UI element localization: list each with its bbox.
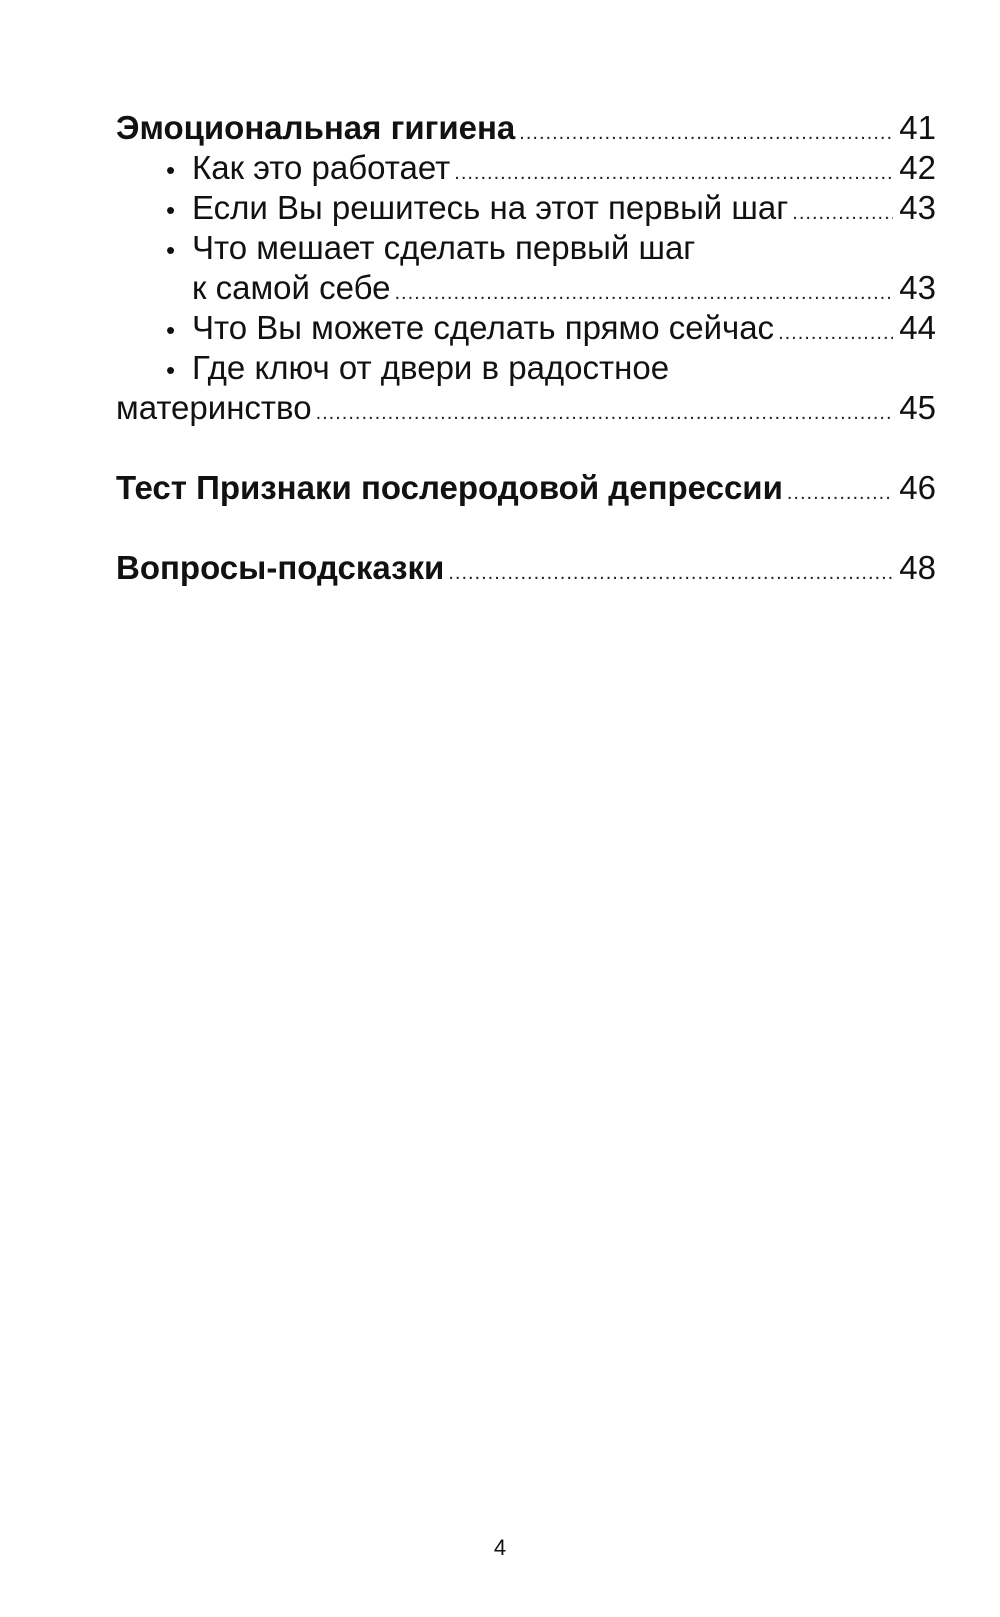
toc-subentry <box>116 228 936 268</box>
toc-subentry-page: 45 <box>899 389 936 426</box>
toc-subentry-continuation <box>116 268 936 308</box>
toc-entry-questions <box>116 548 936 588</box>
bullet-icon: • <box>166 155 176 185</box>
toc-entry-title: Тест Признаки послеродовой депрессии <box>116 469 783 506</box>
toc-entry-title: Эмоциональная гигиена <box>116 109 516 146</box>
toc-entry-page: 41 <box>899 109 936 146</box>
toc-subentry <box>116 348 936 388</box>
toc-subentry-page: 43 <box>899 189 936 226</box>
bullet-icon: • <box>166 195 176 225</box>
bullet-icon: • <box>166 355 176 385</box>
dot-leader <box>787 468 893 513</box>
toc-entry-emotional-hygiene <box>116 108 936 148</box>
toc-subentry-title-line2: материнство <box>116 389 312 426</box>
toc-subentry <box>116 308 936 348</box>
spacer <box>116 428 936 468</box>
toc-subentry <box>116 148 936 188</box>
toc-subentry-title-line1: Что мешает сделать первый шаг <box>192 229 696 266</box>
toc-entry-page: 46 <box>899 469 936 506</box>
bullet-icon: • <box>166 315 176 345</box>
dot-leader <box>778 308 893 353</box>
dot-leader <box>792 188 893 233</box>
dot-leader <box>448 548 893 593</box>
toc-subentry-page: 42 <box>899 149 936 186</box>
toc-subentry-page: 44 <box>899 309 936 346</box>
dot-leader <box>454 148 893 193</box>
toc-entry-page: 48 <box>899 549 936 586</box>
toc-entry-title: Вопросы-подсказки <box>116 549 445 586</box>
dot-leader <box>316 388 894 433</box>
toc-subentry-continuation <box>116 388 936 428</box>
dot-leader <box>519 108 893 153</box>
toc-subentry <box>116 188 936 228</box>
toc-entry-test <box>116 468 936 508</box>
page-number: 4 <box>493 1535 507 1560</box>
toc-subentry-title: Если Вы решитесь на этот первый шаг <box>192 189 789 226</box>
toc-subentry-title: Что Вы можете сделать прямо сейчас <box>192 309 775 346</box>
dot-leader <box>394 268 893 313</box>
toc-subentry-title-line1: Где ключ от двери в радостное <box>192 349 670 386</box>
toc-subentry-page: 43 <box>899 269 936 306</box>
table-of-contents <box>116 108 936 588</box>
spacer <box>116 508 936 548</box>
toc-subentry-title: Как это работает <box>192 149 451 186</box>
bullet-icon: • <box>166 235 176 265</box>
toc-subentry-title-line2: к самой себе <box>192 269 391 306</box>
